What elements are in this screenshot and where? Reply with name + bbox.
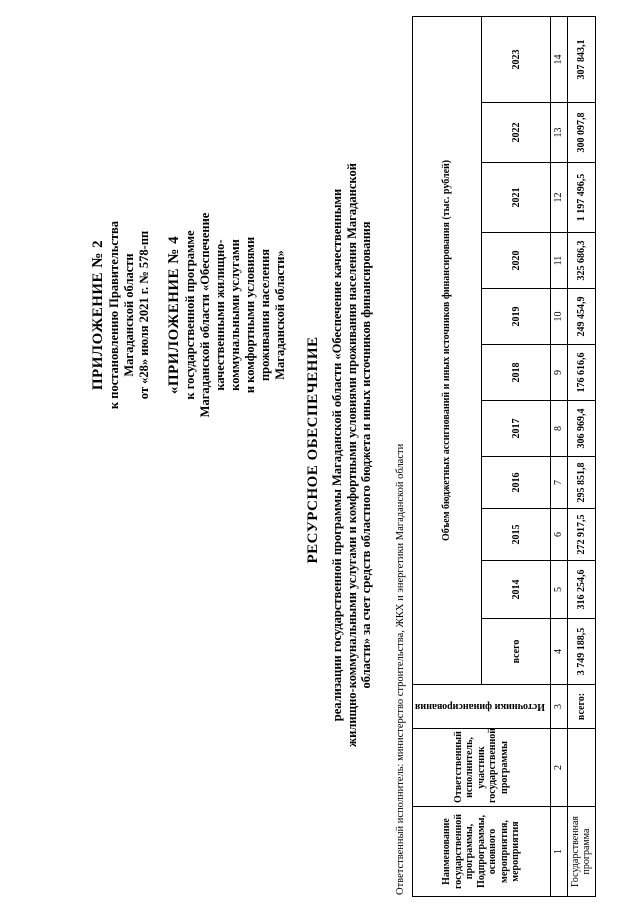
header-executor: Ответственный исполнитель, участник государственной программы [413,729,551,807]
appendix-quote-line: проживания населения [258,248,272,382]
header-year: 2015 [482,509,551,561]
column-number: 13 [551,103,568,163]
header-funding: Объем бюджетных ассигнований и иных источников финансирования (тыс. рублей) [413,16,482,684]
header-row [413,16,482,896]
responsible-executor: Ответственный исполнитель: министерство строительства, ЖКХ и энергетики Магаданской области [395,443,406,895]
row-value: 272 917,5 [567,509,595,561]
appendix-line: от «28» июля 2021 г. № 578-пп [137,230,151,400]
column-number: 4 [551,619,568,685]
header-source [413,685,551,729]
header-year: 2020 [482,233,551,289]
subtitle-line: области» за счет средств областного бюджета и иных источников финансирования [359,221,373,689]
appendix-quote-title: «ПРИЛОЖЕНИЕ № 4 [166,235,182,395]
subtitle-line: жилищно-коммунальными услугами и комфортными условиями проживания населения Магаданской [344,163,359,747]
row-value: 325 686,3 [567,233,595,289]
row-value: 300 097,8 [567,103,595,163]
column-number: 11 [551,233,568,289]
column-number: 9 [551,345,568,401]
appendix-quote-line: Магаданской области» [273,250,287,380]
column-number: 3 [551,685,568,729]
appendix-quote-line: коммунальными услугами [228,239,242,391]
resource-table [412,16,596,897]
column-number: 12 [551,163,568,233]
header-year: 2022 [482,103,551,163]
document-subtitle [330,45,374,865]
row-value: 316 254,6 [567,561,595,619]
header-year: 2016 [482,457,551,509]
header-year: 2018 [482,345,551,401]
header-year: 2017 [482,401,551,457]
appendix-line: Магаданской области [122,253,136,377]
row-value: 1 197 496,5 [567,163,595,233]
row-total: 3 749 188,5 [567,619,595,685]
appendix-quote-line: Магаданской области «Обеспечение [198,212,212,418]
row-name: Государственная программа [567,807,595,897]
row-value: 306 969,4 [567,401,595,457]
column-number: 5 [551,561,568,619]
header-source-text: Источники финансирования [415,701,545,713]
column-number: 7 [551,457,568,509]
row-value: 295 851,8 [567,457,595,509]
appendix-line: к постановлению Правительства [107,220,121,410]
header-year: 2021 [482,163,551,233]
header-year: 2019 [482,289,551,345]
header-year: 2023 [482,16,551,102]
row-value: 307 843,1 [567,16,595,102]
appendix-title: ПРИЛОЖЕНИЕ № 2 [90,239,106,391]
document-title: РЕСУРСНОЕ ОБЕСПЕЧЕНИЕ [305,336,321,564]
appendix-quote-line: и комфортными условиями [243,236,257,394]
row-executor [567,729,595,807]
appendix-quote-line: качественными жилищно- [213,239,227,391]
appendix-block [90,180,288,450]
column-number: 8 [551,401,568,457]
row-source: всего: [567,685,595,729]
row-value: 249 454,9 [567,289,595,345]
column-numbers-row [551,16,568,896]
column-number: 6 [551,509,568,561]
header-name: Наименование государственной программы, Подпрограммы, основного мероприятия, мероприятия [413,807,551,897]
header-year: 2014 [482,561,551,619]
column-number: 1 [551,807,568,897]
column-number: 10 [551,289,568,345]
appendix-quote-line: к государственной программе [183,230,197,400]
column-number: 2 [551,729,568,807]
column-number: 14 [551,16,568,102]
table-row [567,16,595,896]
row-value: 176 616,6 [567,345,595,401]
header-total: всего [482,619,551,685]
subtitle-line: реализации государственной программы Магаданской области «Обеспечение качественными [330,188,344,722]
